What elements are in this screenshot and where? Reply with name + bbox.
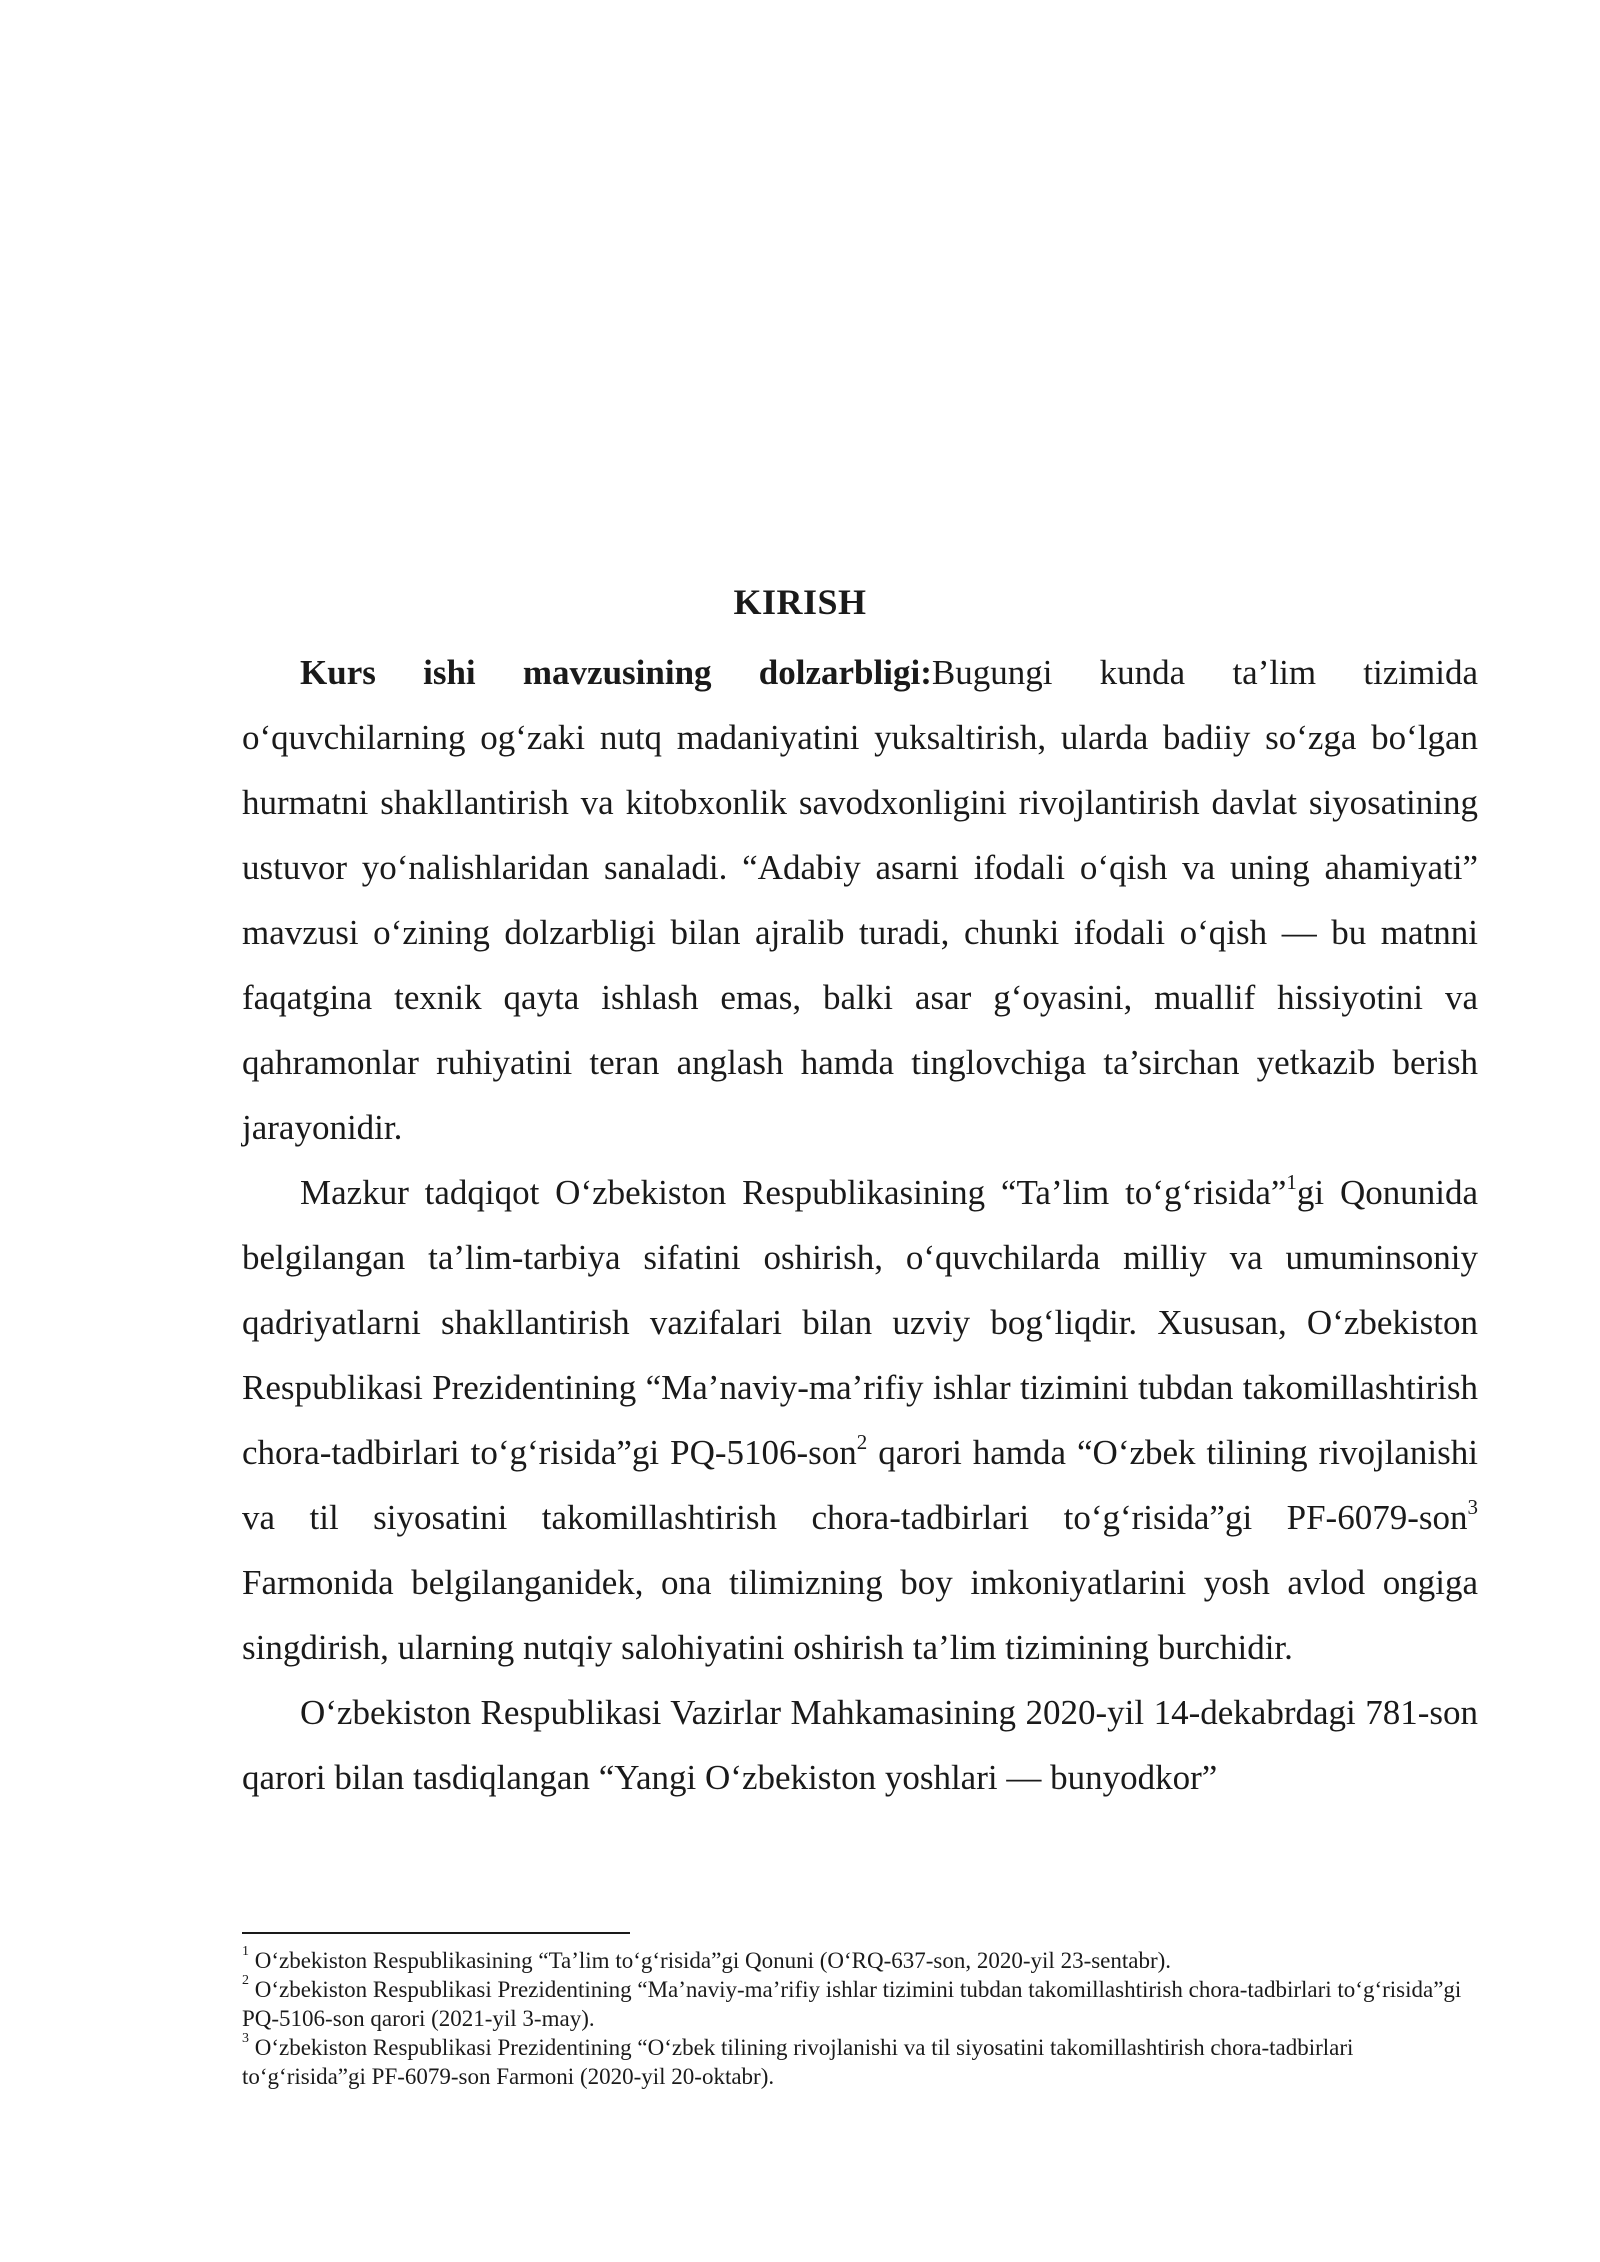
paragraph-continued — [242, 1680, 1478, 1810]
section-heading: KIRISH — [733, 582, 867, 622]
footnote-number: 2 — [242, 1973, 249, 1989]
paragraph-text: gi Qonunida belgilangan ta’lim-tarbiya sifatini oshirish, o‘quvchilarda milliy va umuminsoniy qadriyatlarni shakllantirish vazifalari bilan uzviy bog‘liqdir. Xususan, O‘zbekiston Respublikasi Prezidentining “Ma’naviy-ma’rifiy ishlar tizimini tubdan takomillashtirish chora-tadbirlari to‘g‘risida”gi PQ-5106-son — [242, 1173, 1478, 1472]
footnote-ref-3: 3 — [1467, 1495, 1478, 1520]
footnote-3 — [242, 2033, 1478, 2091]
footnote-1 — [242, 1946, 1478, 1975]
footnote-ref-2: 2 — [856, 1430, 868, 1455]
paragraph-text: Farmonida belgilanganidek, ona tilimizning boy imkoniyatlarini yosh avlod ongiga singdirish, ularning nutqiy salohiyatini oshirish ta’lim tizimining burchidir. — [242, 1563, 1478, 1667]
footnote-text: O‘zbekiston Respublikasining “Ta’lim to‘g‘risida”gi Qonuni (O‘RQ-637-son, 2020-yil 23-sentabr). — [249, 1948, 1172, 1973]
body-text — [242, 640, 1478, 1810]
paragraph-text: Mazkur tadqiqot O‘zbekiston Respublikasining “Ta’lim to‘g‘risida” — [300, 1173, 1287, 1212]
footnote-text: O‘zbekiston Respublikasi Prezidentining “Ma’naviy-ma’rifiy ishlar tizimini tubdan takomillashtirish chora-tadbirlari to‘g‘risida”gi PQ-5106-son qarori (2021-yil 3-may). — [242, 1977, 1462, 2031]
paragraph-text: Bugungi kunda ta’lim tizimida o‘quvchilarning og‘zaki nutq madaniyatini yuksaltirish, ularda badiiy so‘zga bo‘lgan hurmatni shakllantirish va kitobxonlik savodxonligini rivojlantirish davlat siyosatining ustuvor yo‘nalishlaridan sanaladi. “Adabiy asarni ifodali o‘qish va uning ahamiyati” mavzusi o‘zining dolzarbligi bilan ajralib turadi, chunki ifodali o‘qish — bu matnni faqatgina texnik qayta ishlash emas, balki asar g‘oyasini, muallif hissiyotini va qahramonlar ruhiyatini teran anglash hamda tinglovchiga ta’sirchan yetkazib berish jarayonidir. — [242, 653, 1478, 1147]
paragraph-legal-basis — [242, 1160, 1478, 1680]
footnote-separator — [242, 1932, 630, 1934]
paragraph-text: O‘zbekiston Respublikasi Vazirlar Mahkamasining 2020-yil 14-dekabrdagi 781-son qarori bilan tasdiqlangan “Yangi O‘zbekiston yoshlari — bunyodkor” — [242, 1693, 1478, 1797]
footnote-ref-1: 1 — [1286, 1170, 1297, 1195]
paragraph-text: qarori hamda “O‘zbek tilining rivojlanishi va til siyosatini takomillashtirish chora-tadbirlari to‘g‘risida”gi PF-6079-son — [242, 1433, 1479, 1537]
footnote-number: 3 — [242, 2031, 249, 2047]
footnote-2 — [242, 1975, 1478, 2033]
footnote-number: 1 — [242, 1944, 249, 1960]
footnotes — [242, 1946, 1478, 2091]
paragraph-lead-bold: Kurs ishi mavzusining dolzarbligi: — [300, 653, 932, 692]
paragraph-relevance — [242, 640, 1478, 1160]
footnote-text: O‘zbekiston Respublikasi Prezidentining “O‘zbek tilining rivojlanishi va til siyosatini takomillashtirish chora-tadbirlari to‘g‘risida”gi PF-6079-son Farmoni (2020-yil 20-oktabr). — [242, 2035, 1354, 2089]
